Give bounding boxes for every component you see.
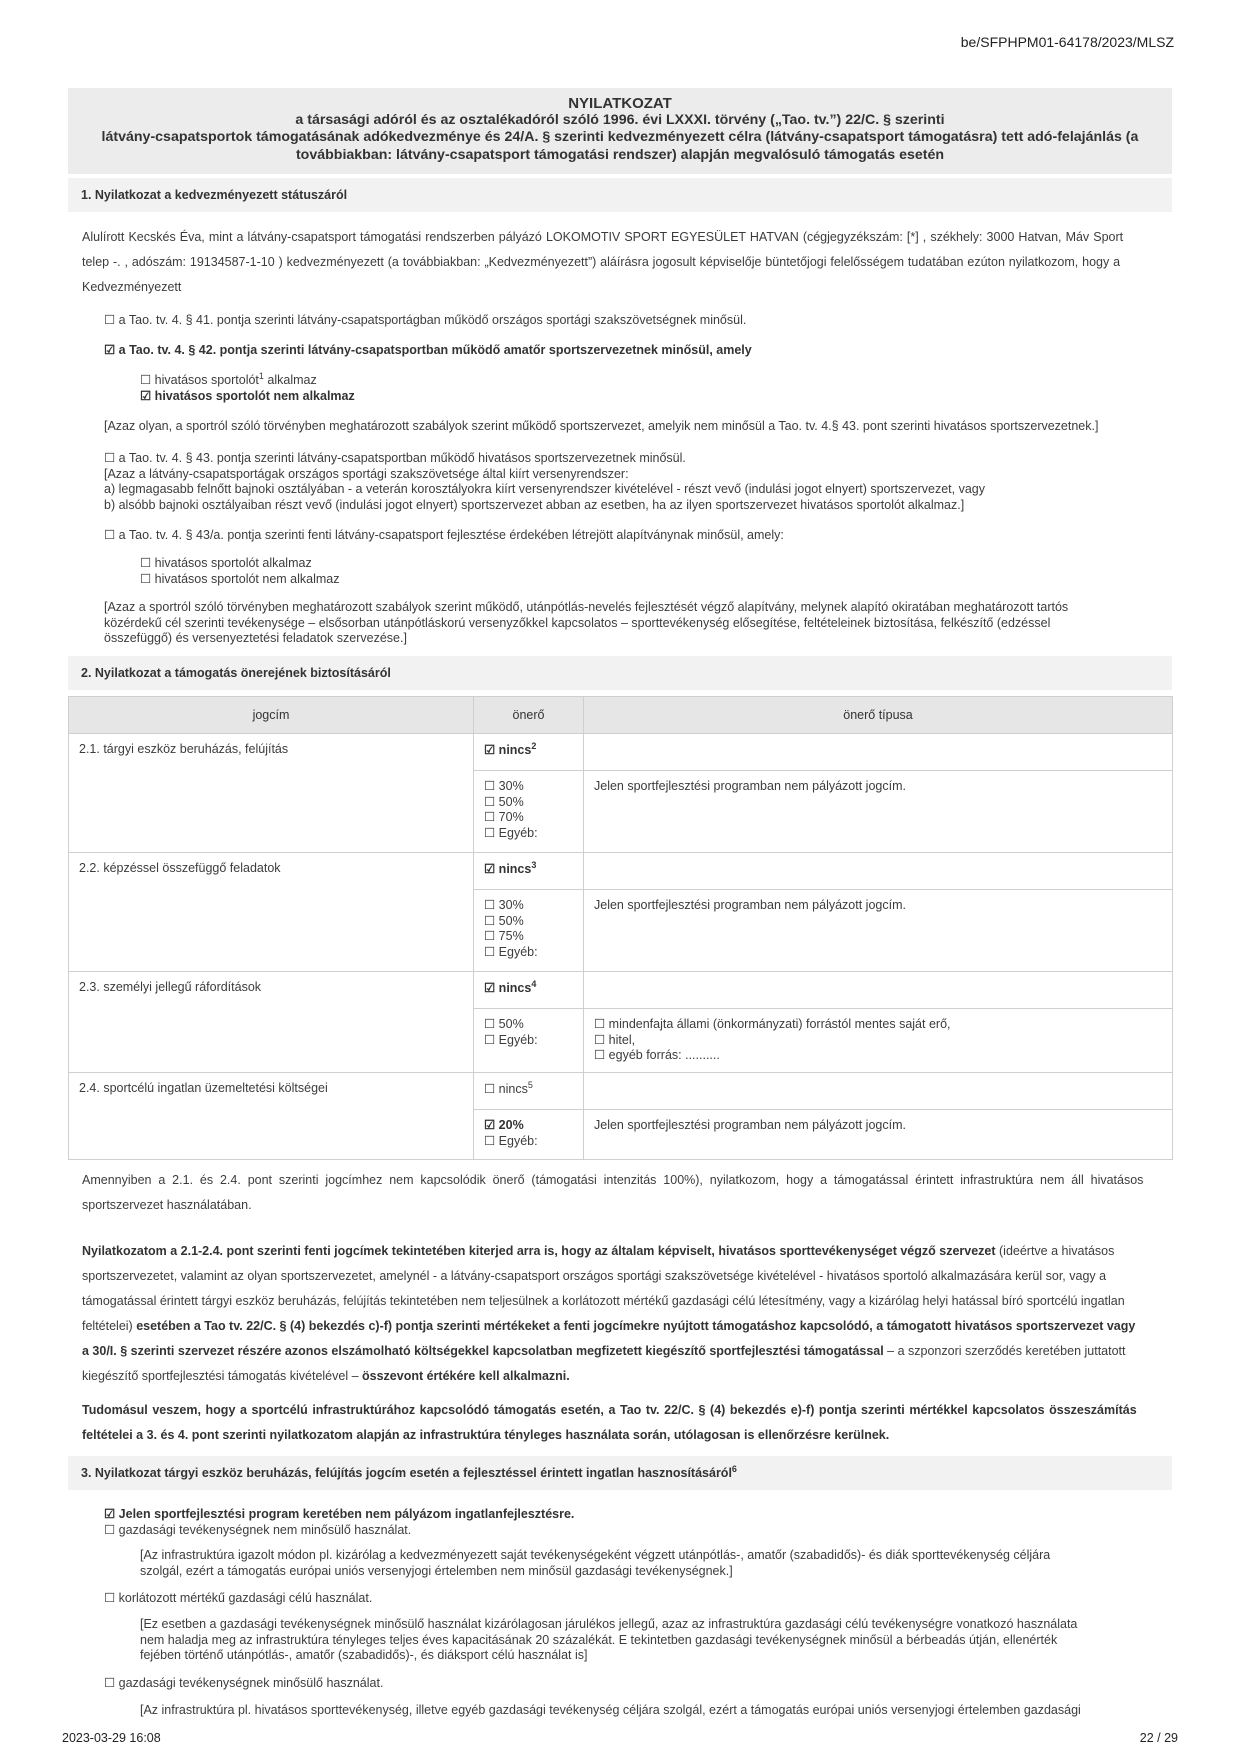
jogcim-cell: 2.2. képzéssel összefüggő feladatok: [69, 853, 474, 972]
option-limited-economic-use: ☐ korlátozott mértékű gazdasági célú használat.: [104, 1591, 373, 1605]
option-41: ☐ a Tao. tv. 4. § 41. pontja szerinti látvány-csapatsportágban működő országos sportági szakszövetségnek minősül.: [104, 313, 747, 327]
note-42: [Azaz olyan, a sportról szóló törvényben meghatározott szabályok szerint működő sportszervezet, amelyik nem minősül a Tao. tv. 4.§ 43. pont szerinti hivatásos sportszervezetnek.]: [104, 419, 1099, 433]
type-cell: ☐ mindenfajta állami (önkormányzati) forrástól mentes saját erő, ☐ hitel, ☐ egyéb forrás: ..........: [584, 1009, 1173, 1073]
option-42-professional: ☐ hivatásos sportolót$^1$ alkalmaz: [140, 370, 317, 387]
declaration-text-segment: sportszervezetet, valamint az olyan sportszervezetet, amelynél - a látvány-csapatsport országos sportági szakszövetsége kivételével - hivatásos sportoló alkalmazására kerül sor, vagy a: [82, 1269, 1107, 1283]
table-header-row: [69, 697, 1173, 734]
column-header: önerő típusa: [584, 697, 1173, 734]
declaration-line: [82, 1343, 1126, 1359]
declaration-text-segment: – a szponzori szerződés keretében juttatott: [883, 1344, 1126, 1358]
option-42: ☑ a Tao. tv. 4. § 42. pontja szerinti látvány-csapatsportban működő amatőr sportszervezetnek minősül, amely: [104, 343, 752, 357]
intro-line: Kedvezményezett: [82, 280, 182, 294]
none-cell: ☑ nincs$^4$: [474, 972, 584, 1009]
intro-line: Alulírott Kecskés Éva, mint a látvány-csapatsport támogatási rendszerben pályázó LOKOMOTIV SPORT EGYESÜLET HATVAN (cégjegyzékszám: [*] , székhely: 3000 Hatvan, Máv Sport: [82, 230, 1124, 244]
declaration-text-segment: kiegészítő sportfejlesztési támogatás kivételével –: [82, 1369, 362, 1383]
section-1-title: 1. Nyilatkozat a kedvezményezett státuszáról: [68, 178, 1172, 212]
column-header: jogcím: [69, 697, 474, 734]
option-non-economic-use: ☐ gazdasági tevékenységnek nem minősülő használat.: [104, 1523, 412, 1537]
footer-page-number: 22 / 29: [1139, 1731, 1178, 1745]
option-43a-choices: ☐ hivatásos sportolót alkalmaz ☐ hivatásos sportolót nem alkalmaz: [140, 556, 340, 586]
none-cell: ☑ nincs$^2$: [474, 734, 584, 771]
jogcim-cell: 2.1. tárgyi eszköz beruházás, felújítás: [69, 734, 474, 853]
type-cell: [584, 734, 1173, 771]
percent-options: ☑ 20% ☐ Egyéb:: [474, 1110, 584, 1160]
type-cell: Jelen sportfejlesztési programban nem pályázott jogcím.: [584, 771, 1173, 853]
jogcim-cell: 2.3. személyi jellegű ráfordítások: [69, 972, 474, 1073]
percent-options: ☐ 30% ☐ 50% ☐ 75% ☐ Egyéb:: [474, 890, 584, 972]
self-contribution-table: [68, 696, 1173, 1160]
declaration-title: NYILATKOZAT: [568, 95, 672, 112]
column-header: önerő: [474, 697, 584, 734]
declaration-subtitle-line: látvány-csapatsportok támogatásának adókedvezménye és 24/A. § szerinti kedvezményezett célra (látvány-csapatsport támogatásra) tett adó-felajánlás (a: [101, 129, 1139, 146]
declaration-text-segment: támogatással érintett tárgyi eszköz beruházás, felújítás tekintetében nem teljesülnek a korlátozott mértékű gazdasági célú létesítmény, vagy a kizárólag helyi hatással bíró sportcélú ingatlan: [82, 1294, 1125, 1308]
declaration-line: [82, 1293, 1125, 1309]
declaration-line: [82, 1368, 570, 1384]
percent-options: ☐ 30% ☐ 50% ☐ 70% ☐ Egyéb:: [474, 771, 584, 853]
type-cell: Jelen sportfejlesztési programban nem pályázott jogcím.: [584, 1110, 1173, 1160]
acknowledgement-line: feltételei a 3. és 4. pont szerinti nyilatkozatom alapján az infrastruktúra tényleges használata során, utólagosan is ellenőrzésre kerülnek.: [82, 1428, 890, 1442]
table-row: [69, 853, 1173, 890]
type-cell: Jelen sportfejlesztési programban nem pályázott jogcím.: [584, 890, 1173, 972]
table-row: [69, 734, 1173, 771]
document-reference: be/SFPHPM01-64178/2023/MLSZ: [960, 34, 1174, 50]
declaration-text-segment: feltételei): [82, 1319, 137, 1333]
jogcim-cell: 2.4. sportcélú ingatlan üzemeltetési költségei: [69, 1073, 474, 1160]
percent-options: ☐ 50% ☐ Egyéb:: [474, 1009, 584, 1073]
acknowledgement-line: Tudomásul veszem, hogy a sportcélú infrastruktúrához kapcsolódó támogatás esetén, a Tao tv. 22/C. § (4) bekezdés e)-f) pontja szerinti mértékkel kapcsolatos összeszámítás: [82, 1403, 1137, 1417]
declaration-subtitle-line: továbbiakban: látvány-csapatsport támogatási rendszer) alapján megvalósuló támogatás esetén: [295, 146, 945, 163]
note-43a: [Azaz a sportról szóló törvényben meghatározott szabályok szerint működő, utánpótlás-nevelés fejlesztését végző alapítvány, melynek alapító okiratában meghatározott tartós közérdekű cél szerinti tevékenysége – elsősorban utánpótláskorú versenyzőkkel kapcsolatos – sporttevékenység elősegítése, feltételeinek biztosítása, felkészítő (edzéssel összefüggő) és versenyeztetési feladatok szervezése.]: [104, 600, 1069, 646]
declaration-line: [82, 1243, 1114, 1259]
declaration-subtitle-line: a társasági adóról és az osztalékadóról szóló 1996. évi LXXXI. törvény („Tao. tv.”) 22/C. § szerinti: [295, 112, 945, 129]
none-cell: ☐ nincs$^5$: [474, 1073, 584, 1110]
none-cell: ☑ nincs$^3$: [474, 853, 584, 890]
type-cell: [584, 853, 1173, 890]
declaration-text-segment: esetében a Tao tv. 22/C. § (4) bekezdés c)-f) pontja szerinti mértékeket a fenti jogcímekre nyújtott támogatáshoz kapcsolódó, a támogatott hivatásos sportszervezet vagy: [136, 1319, 1136, 1333]
declaration-header: [68, 88, 1172, 174]
option-no-property-development: ☑ Jelen sportfejlesztési program keretében nem pályázom ingatlanfejlesztésre.: [104, 1507, 575, 1521]
type-cell: [584, 1073, 1173, 1110]
after-table-line: sportszervezet használatában.: [82, 1198, 252, 1212]
table-row: [69, 972, 1173, 1009]
footer-timestamp: 2023-03-29 16:08: [62, 1731, 161, 1745]
declaration-line: [82, 1268, 1106, 1284]
section-2-title: 2. Nyilatkozat a támogatás önerejének biztosításáról: [68, 656, 1172, 690]
option-43a: ☐ a Tao. tv. 4. § 43/a. pontja szerinti fenti látvány-csapatsport fejlesztése érdekében létrejött alapítványnak minősül, amely:: [104, 528, 784, 542]
declaration-line: [82, 1318, 1135, 1334]
note-limited-economic-use: [Ez esetben a gazdasági tevékenységnek minősülő használat kizárólagosan járulékos jellegű, azaz az infrastruktúra gazdasági célú tevékenységre vonatkozó használata nem haladja meg az infrastruktúra tényleges teljes éves kapacitásának 20 százalékát. E tekintetben gazdasági tevékenységnek minősül a bérbeadás útján, ellenérték fejében történő utánpótlás-, amatőr (szabadidős)-, és diáksport célú használat is]: [140, 1617, 1078, 1663]
type-cell: [584, 972, 1173, 1009]
option-42-no-professional: ☑ hivatásos sportolót nem alkalmaz: [140, 389, 355, 403]
after-table-line: Amennyiben a 2.1. és 2.4. pont szerinti jogcímhez nem kapcsolódik önerő (támogatási intenzitás 100%), nyilatkozom, hogy a támogatással érintett infrastruktúra nem áll hivatásos: [82, 1173, 1144, 1187]
intro-line: telep -. , adószám: 19134587-1-10 ) kedvezményezett (a továbbiakban: „Kedvezményezett”) aláírásra jogosult képviselője büntetőjogi felelősségem tudatában ezúton nyilatkozom, hogy a: [82, 255, 1121, 269]
table-row: [69, 1073, 1173, 1110]
option-economic-use: ☐ gazdasági tevékenységnek minősülő használat.: [104, 1676, 384, 1690]
note-economic-use: [Az infrastruktúra pl. hivatásos sporttevékenység, illetve egyéb gazdasági tevékenység céljára szolgál, ezért a támogatás európai uniós versenyjogi értelemben gazdasági: [140, 1703, 1081, 1717]
section-3-title: 3. Nyilatkozat tárgyi eszköz beruházás, felújítás jogcím esetén a fejlesztéssel érintett ingatlan hasznosításáról$^6$: [68, 1456, 1172, 1490]
declaration-text-segment: a 30/I. § szerinti szervezet részére azonos elszámolható költségekkel kapcsolatban megfizetett kiegészítő sportfejlesztési támogatással: [82, 1344, 884, 1358]
note-non-economic-use: [Az infrastruktúra igazolt módon pl. kizárólag a kedvezményezett saját tevékenységeként végzett utánpótlás-, amatőr (szabadidős)- és diák sporttevékenység céljára szolgál, ezért a támogatás európai uniós versenyjogi értelemben nem minősül gazdasági tevékenységnek.]: [140, 1548, 1051, 1578]
declaration-text-segment: Nyilatkozatom a 2.1-2.4. pont szerinti fenti jogcímek tekintetében kiterjed arra is, hogy az általam képviselt, hivatásos sporttevékenységet végző szervezet: [82, 1244, 996, 1258]
declaration-text-segment: (ideértve a hivatásos: [995, 1244, 1115, 1258]
option-43-block: ☐ a Tao. tv. 4. § 43. pontja szerinti látvány-csapatsportban működő hivatásos sportszervezetnek minősül. [Azaz a látvány-csapatsportágak országos sportági szakszövetsége által kiírt versenyrendszer: a) legmagasabb felnőtt bajnoki osztályában - a veterán korosztályokra kiírt versenyrendszer kivételével - részt vevő (indulási jogot elnyert) sportszervezet, vagy b) alsóbb bajnoki osztályaiban részt vevő (indulási jogot elnyert) sportszervezet abban az esetben, ha az ilyen sportszervezet hivatásos sportolót alkalmaz.]: [104, 451, 985, 512]
declaration-text-segment: összevont értékére kell alkalmazni.: [362, 1369, 570, 1383]
